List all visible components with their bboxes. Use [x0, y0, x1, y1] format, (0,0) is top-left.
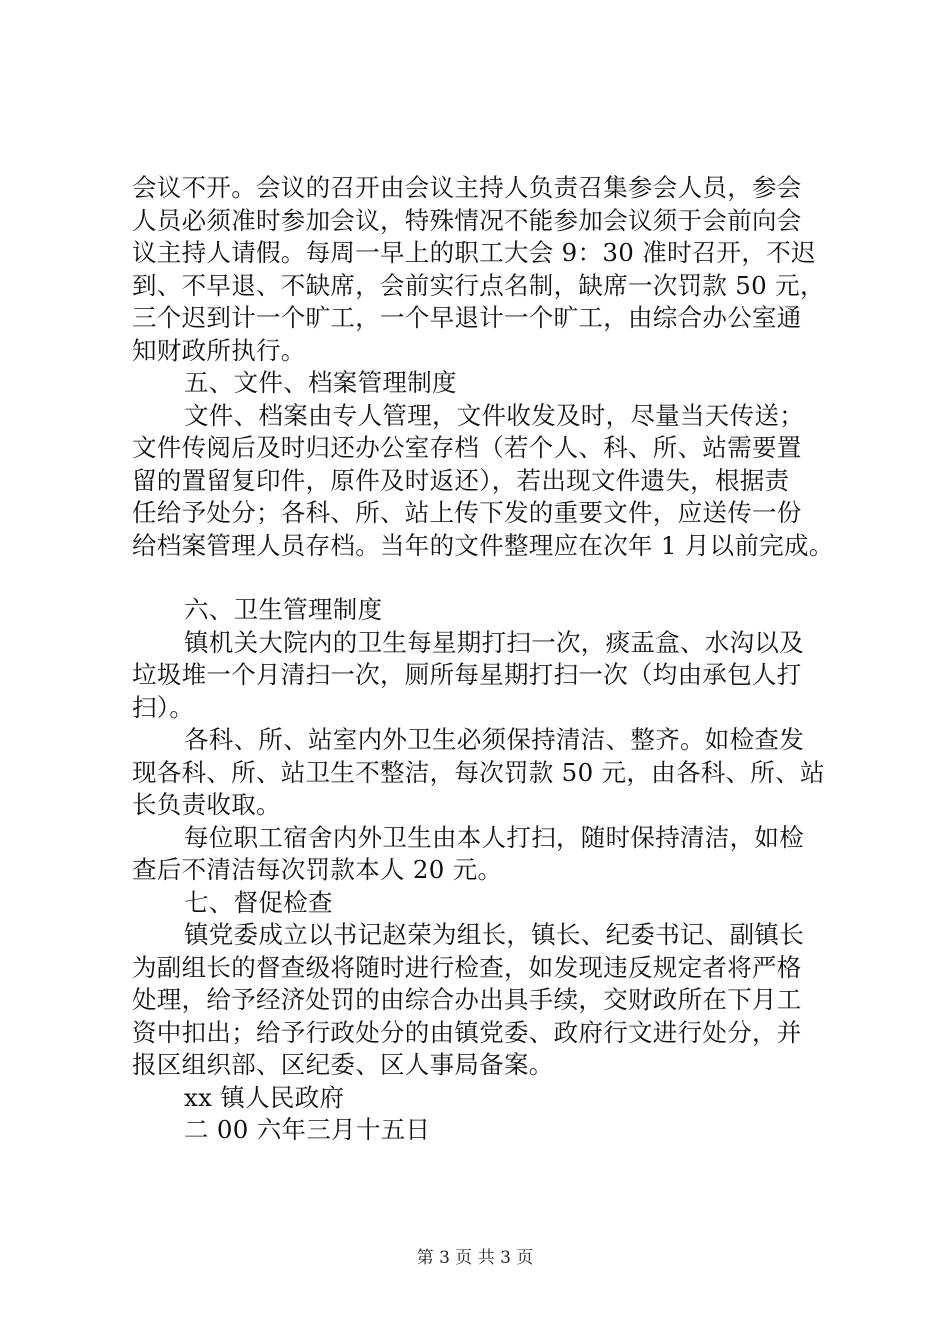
body-line: 查后不清洁每次罚款本人 20 元。: [132, 855, 503, 884]
body-line: 报区组织部、区纪委、区人事局备案。: [132, 1050, 554, 1079]
body-line: 资中扣出；给予行政处分的由镇党委、政府行文进行处分，并: [132, 1017, 802, 1047]
body-line: 知财政所执行。: [132, 335, 306, 365]
section-heading: 六、卫生管理制度: [184, 595, 383, 624]
body-line: 到、不早退、不缺席，会前实行点名制，缺席一次罚款 50 元，: [132, 270, 825, 300]
body-line: 镇党委成立以书记赵荣为组长，镇长、纪委书记、副镇长: [184, 920, 804, 949]
body-line: 文件传阅后及时归还办公室存档（若个人、科、所、站需要置: [132, 433, 802, 462]
body-line: 镇机关大院内的卫生每星期打扫一次，痰盂盒、水沟以及: [184, 627, 804, 657]
document-body: [132, 172, 852, 1147]
body-line: 任给予处分；各科、所、站上传下发的重要文件，应送传一份: [132, 498, 802, 527]
body-line: 扫）。: [132, 692, 195, 722]
body-line: 留的置留复印件，原件及时返还），若出现文件遗失，根据责: [132, 465, 790, 495]
body-line: 文件、档案由专人管理，文件收发及时，尽量当天传送；: [184, 400, 804, 430]
signature-date: 二 00 六年三月十五日: [184, 1115, 431, 1144]
body-line: 现各科、所、站卫生不整洁，每次罚款 50 元，由各科、所、站: [132, 757, 825, 787]
body-line: 会议不开。会议的召开由会议主持人负责召集参会人员，参会: [132, 173, 802, 202]
body-line: 人员必须准时参加会议，特殊情况不能参加会议须于会前向会: [132, 205, 802, 235]
body-line: 垃圾堆一个月清扫一次，厕所每星期打扫一次（均由承包人打: [132, 660, 802, 689]
body-line: 三个迟到计一个旷工，一个早退计一个旷工，由综合办公室通: [132, 303, 802, 332]
body-line: 长负责收取。: [132, 790, 281, 819]
body-line: 为副组长的督查级将随时进行检查，如发现违反规定者将严格: [132, 952, 802, 982]
body-line: 议主持人请假。每周一早上的职工大会 9：30 准时召开，不迟: [132, 238, 816, 267]
signature-organization: xx 镇人民政府: [184, 1082, 345, 1112]
body-line: 给档案管理人员存档。当年的文件整理应在次年 1 月以前完成。: [132, 530, 834, 560]
body-line: 每位职工宿舍内外卫生由本人打扫，随时保持清洁，如检: [184, 822, 804, 852]
body-line: 各科、所、站室内外卫生必须保持清洁、整齐。如检查发: [184, 725, 804, 754]
body-line: 处理，给予经济处罚的由综合办出具手续，交财政所在下月工: [132, 985, 802, 1014]
page-footer: 第 3 页 共 3 页: [416, 1248, 534, 1268]
section-heading: 七、督促检查: [184, 887, 333, 917]
paragraph-gap: [132, 562, 852, 594]
section-heading: 五、文件、档案管理制度: [184, 368, 457, 397]
